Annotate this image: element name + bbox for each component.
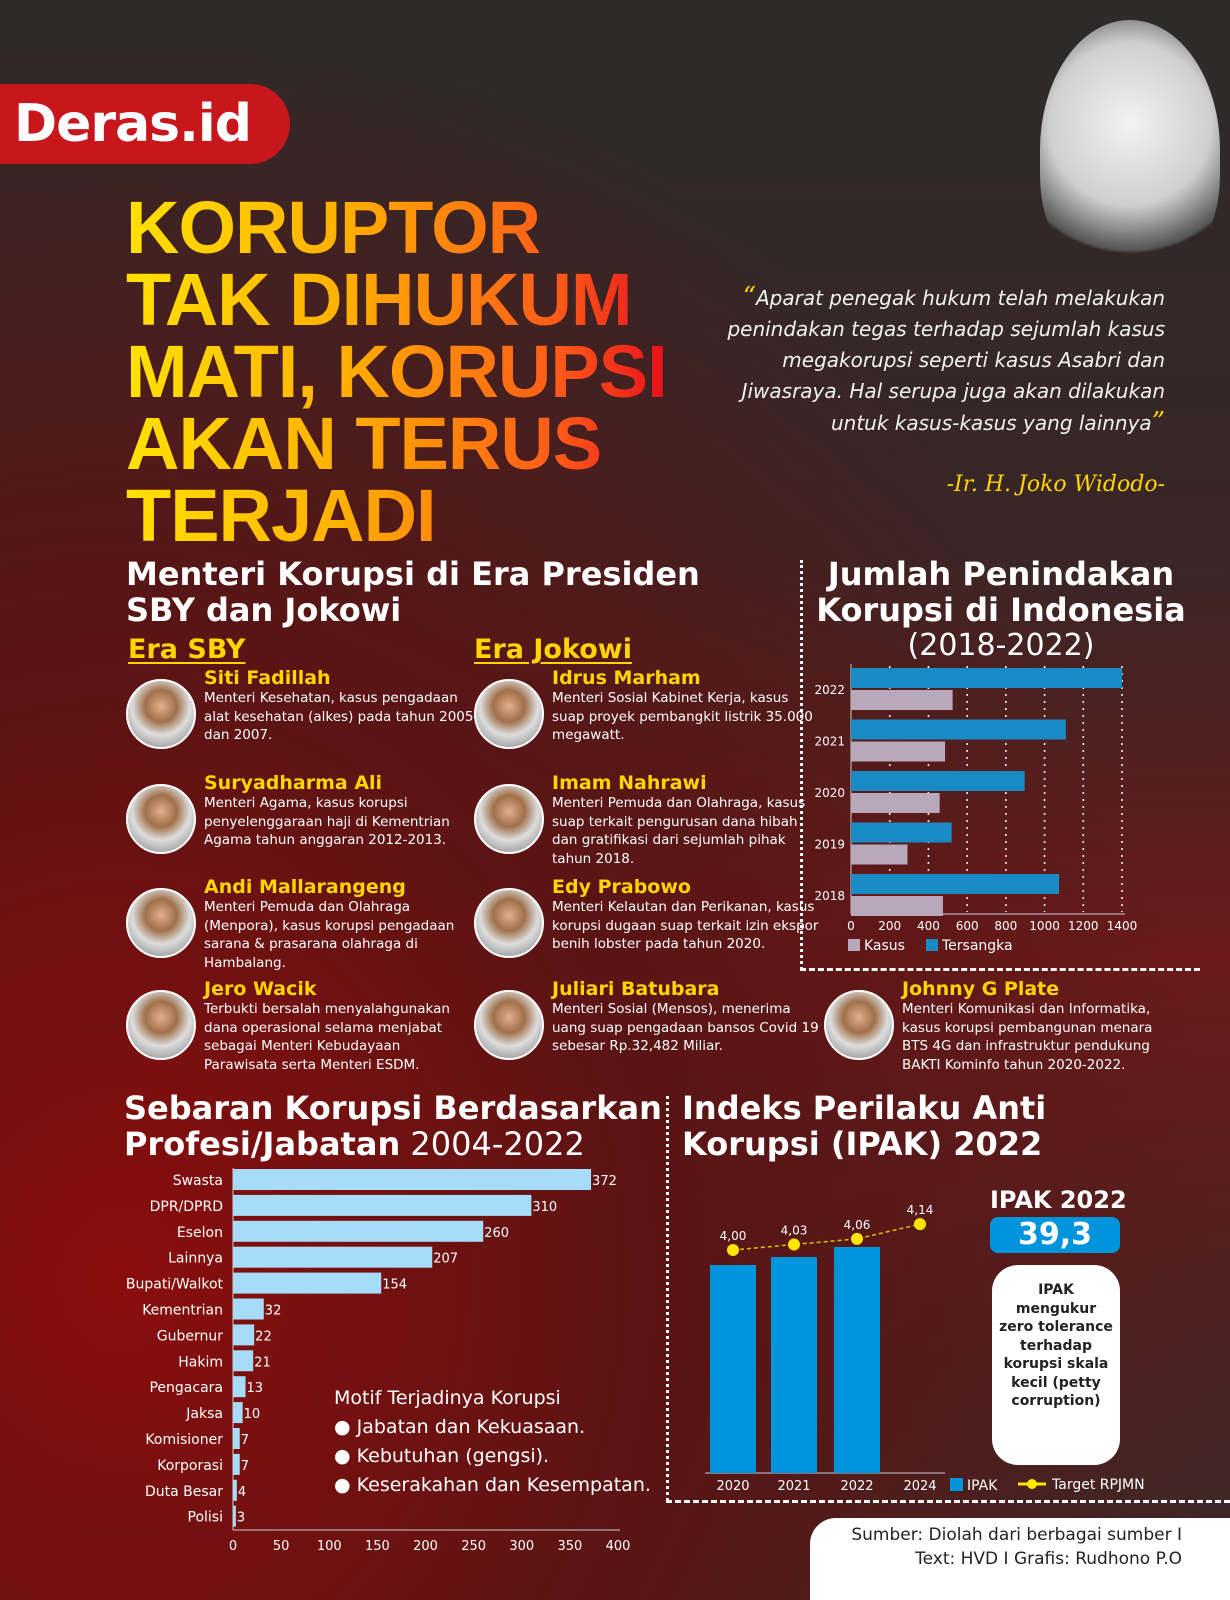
bar (233, 1169, 591, 1190)
x-tick-label: 600 (955, 919, 979, 933)
bar-ipak (710, 1265, 756, 1473)
bar-tersangka (851, 720, 1066, 740)
minister-name: Jero Wacik (204, 978, 317, 1000)
motif-item: ● Jabatan dan Kekuasaan. (334, 1416, 586, 1438)
target-point (788, 1238, 800, 1250)
bar-kasus (851, 793, 940, 813)
bar (233, 1273, 381, 1294)
open-quote-icon: “ (742, 282, 756, 312)
minister-description: Menteri Sosial (Mensos), menerima uang suap pengadaan bansos Covid 19 sebesar Rp.32,482 Miliar. (552, 1001, 819, 1054)
bar (233, 1454, 240, 1475)
y-tick-label: Hakim (178, 1354, 223, 1371)
era-jokowi-label: Era Jokowi (474, 634, 632, 665)
x-tick-label: 150 (364, 1539, 390, 1554)
data-label: 3 (236, 1510, 246, 1526)
x-tick-label: 350 (557, 1539, 583, 1554)
y-tick-label: 2022 (814, 683, 845, 697)
legend-swatch-ipak (950, 1478, 963, 1491)
motif-list (334, 1384, 651, 1500)
x-tick-label: 2021 (777, 1479, 811, 1494)
bar (233, 1376, 246, 1397)
legend-label: Target RPJMN (1052, 1477, 1145, 1493)
quote-text: Aparat penegak hukum telah melakukan penindakan tegas terhadap sejumlah kasus megakorupsi seperti kasus Asabri dan Jiwasraya. Hal serupa juga akan dilakukan untuk kasus-kasus yang lainnya (727, 286, 1165, 435)
y-tick-label: 2020 (814, 786, 845, 800)
x-tick-label: 800 (994, 919, 1018, 933)
ipak-2022-value: 39,3 (990, 1217, 1120, 1253)
y-tick-label: Duta Besar (144, 1483, 223, 1500)
bar (233, 1324, 254, 1345)
profesi-title-bold: Profesi/Jabatan (124, 1125, 401, 1163)
divider (666, 1096, 669, 1501)
data-label: 154 (382, 1277, 408, 1293)
target-line (733, 1224, 920, 1250)
ipak-2022-label: IPAK 2022 (990, 1186, 1127, 1214)
penindakan-title-text: Jumlah Penindakan Korupsi di Indonesia (816, 555, 1186, 629)
data-label: 207 (433, 1251, 459, 1267)
data-label: 260 (484, 1225, 510, 1241)
target-label: 4,14 (906, 1203, 934, 1218)
y-tick-label: Swasta (172, 1173, 223, 1189)
headline-line: KORUPTOR (126, 186, 541, 269)
target-point (914, 1218, 926, 1230)
data-label: 310 (532, 1199, 558, 1215)
motif-title: Motif Terjadinya Korupsi (334, 1387, 561, 1409)
data-label: 10 (243, 1407, 261, 1423)
x-tick-label: 0 (228, 1539, 238, 1554)
y-tick-label: Pengacara (149, 1380, 223, 1397)
y-tick-label: Komisioner (145, 1432, 223, 1448)
data-label: 7 (240, 1458, 250, 1474)
ministers-title-line: Menteri Korupsi di Era Presiden (126, 555, 700, 593)
motif-item: ● Kebutuhan (gengsi). (334, 1445, 550, 1467)
legend-marker-target (1027, 1479, 1037, 1489)
data-label: 4 (237, 1484, 247, 1500)
target-label: 4,06 (843, 1217, 871, 1232)
headline-line: MATI, KORUPSI (126, 330, 667, 413)
bar (233, 1428, 240, 1449)
bar-tersangka (851, 668, 1122, 688)
profesi-title-years: 2004-2022 (400, 1125, 585, 1163)
y-tick-label: 2018 (814, 889, 845, 903)
data-label: 372 (592, 1174, 617, 1189)
motif-item-text: Kebutuhan (gengsi). (356, 1445, 550, 1467)
bar (233, 1402, 243, 1423)
headline-line: AKAN TERUS (126, 402, 602, 485)
era-sby-label: Era SBY (128, 634, 246, 665)
bar-ipak (834, 1247, 880, 1473)
minister-name: Idrus Marham (552, 667, 701, 689)
bar (233, 1195, 531, 1216)
x-tick-label: 300 (509, 1539, 535, 1554)
x-tick-label: 50 (272, 1539, 290, 1554)
bar-tersangka (851, 874, 1059, 894)
bar (233, 1221, 483, 1242)
bar (233, 1350, 253, 1371)
y-tick-label: Lainnya (168, 1250, 223, 1267)
source-line: Text: HVD I Grafis: Rudhono P.O (915, 1549, 1182, 1569)
x-tick-label: 2024 (903, 1479, 937, 1494)
bar-kasus (851, 690, 953, 710)
target-point (727, 1244, 739, 1256)
target-point (851, 1233, 863, 1245)
x-tick-label: 200 (413, 1539, 438, 1554)
minister-description: Menteri Sosial Kabinet Kerja, kasus suap proyek pembangkit listrik 35.000 megawatt. (552, 690, 813, 743)
y-tick-label: DPR/DPRD (149, 1198, 223, 1215)
x-tick-label: 400 (916, 919, 940, 933)
minister-name: Juliari Batubara (552, 978, 720, 1000)
minister-name: Andi Mallarangeng (204, 876, 406, 898)
divider (666, 1500, 1230, 1503)
data-label: 7 (240, 1433, 250, 1448)
ipak-title (682, 1090, 1046, 1162)
x-tick-label: 1400 (1106, 919, 1138, 933)
y-tick-label: Kementrian (142, 1302, 223, 1319)
brand-logo: Deras.id (0, 84, 290, 164)
data-label: 22 (255, 1329, 272, 1345)
profesi-title (124, 1090, 662, 1162)
x-tick-label: 1000 (1029, 919, 1060, 933)
x-tick-label: 200 (878, 919, 902, 933)
bar (233, 1506, 236, 1527)
y-tick-label: 2019 (814, 837, 845, 852)
bar-tersangka (851, 771, 1025, 791)
bar (233, 1247, 432, 1268)
minister-description: Menteri Kesehatan, kasus pengadaan alat kesehatan (alkes) pada tahun 2005 dan 2007. (204, 690, 474, 743)
motif-item-text: Keserakahan dan Kesempatan. (356, 1474, 651, 1496)
minister-name: Johnny G Plate (902, 978, 1060, 1000)
y-tick-label: Gubernur (156, 1328, 223, 1345)
target-label: 4,03 (780, 1223, 808, 1238)
legend-swatch-tersangka (926, 939, 938, 951)
profesi-title-line: Sebaran Korupsi Berdasarkan (124, 1089, 662, 1127)
penindakan-subtitle: (2018-2022) (907, 628, 1095, 663)
minister-name: Imam Nahrawi (552, 772, 707, 794)
minister-description: Menteri Pemuda dan Olahraga (Menpora), kasus korupsi pengadaan sarana & prasarana olahraga di Hambalang. (204, 899, 455, 971)
x-tick-label: 1200 (1068, 919, 1099, 933)
headline-line: TAK DIHUKUM (126, 258, 632, 341)
legend-label: Kasus (864, 938, 905, 954)
y-tick-label: 2021 (814, 734, 845, 749)
close-quote-icon: ” (1151, 407, 1165, 437)
y-tick-label: Korporasi (157, 1457, 223, 1474)
bar (233, 1299, 264, 1320)
target-label: 4,00 (719, 1229, 747, 1243)
bar-tersangka (851, 823, 952, 843)
ipak-note: IPAK mengukur zero tolerance terhadap korupsi skala kecil (petty corruption) (992, 1265, 1120, 1465)
bar-kasus (851, 742, 945, 762)
bar-kasus (851, 845, 908, 865)
y-tick-label: Jaksa (186, 1406, 223, 1423)
x-tick-label: 2020 (716, 1479, 750, 1494)
x-tick-label: 100 (316, 1539, 342, 1554)
motif-item: ● Keserakahan dan Kesempatan. (334, 1474, 651, 1496)
y-tick-label: Eselon (176, 1224, 223, 1241)
source-credit (810, 1518, 1230, 1600)
data-label: 21 (254, 1355, 271, 1371)
quote-author: -Ir. H. Joko Widodo- (946, 472, 1165, 497)
minister-description: Menteri Agama, kasus korupsi penyelenggaraan haji di Kementrian Agama tahun anggaran 2012-2013. (204, 795, 450, 848)
ipak-title-line: Korupsi (IPAK) 2022 (682, 1125, 1043, 1163)
bar-ipak (771, 1257, 817, 1473)
ipak-title-line: Indeks Perilaku Anti (682, 1089, 1047, 1127)
bar-kasus (851, 896, 943, 916)
bar (233, 1480, 237, 1501)
minister-name: Suryadharma Ali (204, 772, 383, 794)
minister-name: Siti Fadillah (204, 667, 331, 689)
legend-swatch-kasus (848, 939, 860, 951)
legend-label: Tersangka (942, 938, 1013, 954)
x-tick-label: 0 (847, 919, 855, 933)
source-line: Sumber: Diolah dari berbagai sumber I (851, 1525, 1182, 1545)
data-label: 32 (264, 1303, 282, 1319)
minister-description: Menteri Pemuda dan Olahraga, kasus suap terkait pengurusan dana hibah dan gratifikasi dari sejumlah pihak tahun 2018. (552, 795, 806, 867)
x-tick-label: 400 (605, 1539, 631, 1554)
data-label: 13 (246, 1381, 264, 1397)
y-tick-label: Polisi (187, 1509, 223, 1526)
ministers-title-line: SBY dan Jokowi (126, 591, 402, 629)
legend-label: IPAK (967, 1478, 998, 1494)
x-tick-label: 2022 (840, 1479, 874, 1494)
minister-description: Menteri Kelautan dan Perikanan, kasus korupsi dugaan suap terkait izin ekspor benih lobster pada tahun 2020. (552, 899, 819, 952)
x-tick-label: 250 (461, 1539, 487, 1554)
minister-description: Menteri Komunikasi dan Informatika, kasus korupsi pembangunan menara BTS 4G dan infrastruktur pendukung BAKTI Kominfo tahun 2020-2022. (902, 1001, 1153, 1073)
motif-item-text: Jabatan dan Kekuasaan. (356, 1416, 586, 1438)
y-tick-label: Bupati/Walkot (125, 1276, 223, 1293)
minister-description: Terbukti bersalah menyalahgunakan dana operasional selama menjabat sebagai Menteri Kebudayaan Parawisata serta Menteri ESDM. (204, 1001, 450, 1073)
headline-line: TERJADI (126, 474, 436, 557)
minister-name: Edy Prabowo (552, 876, 691, 898)
